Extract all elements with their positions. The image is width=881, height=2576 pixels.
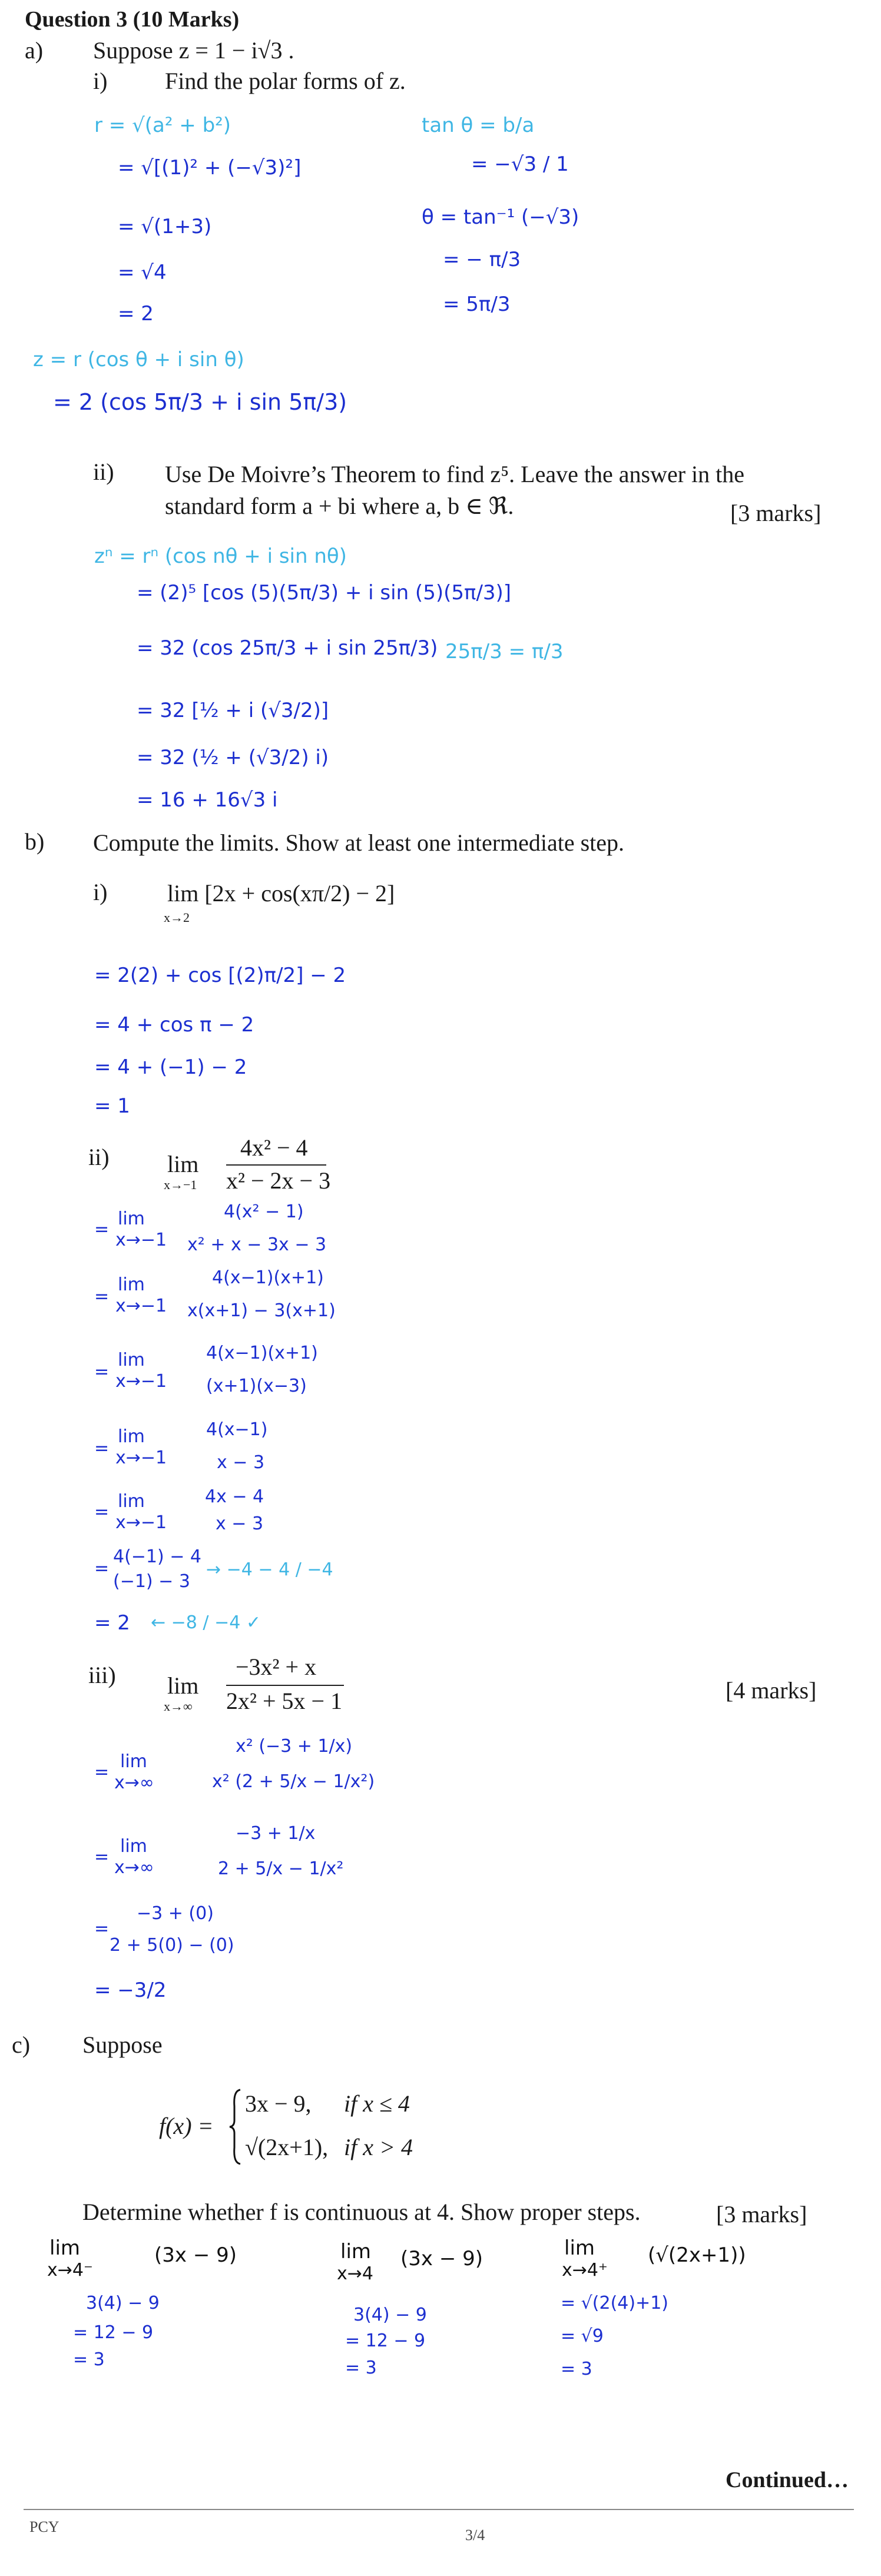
limit-ii-result: = 2 <box>94 1611 130 1635</box>
cont-right-w3: = 3 <box>561 2359 592 2379</box>
limit-ii-sub-eq: = <box>94 1558 110 1579</box>
polar-formula: z = r (cos θ + i sin θ) <box>33 348 244 371</box>
part-b-label: b) <box>25 828 45 855</box>
demoivre-note: 25π/3 = π/3 <box>445 640 564 663</box>
limit-ii-w1-lim: lim <box>118 1209 145 1229</box>
part-a-ii-marks: [3 marks] <box>730 500 822 526</box>
piecewise-case-2: √(2x+1), <box>245 2134 329 2160</box>
limit-ii-numerator: 4x² − 4 <box>240 1134 308 1161</box>
cont-left-w3: = 3 <box>73 2349 105 2370</box>
limit-iii-denominator: 2x² + 5x − 1 <box>226 1688 343 1714</box>
demoivre-result: = 16 + 16√3 i <box>137 788 278 812</box>
part-a-ii-text-1: Use De Moivre’s Theorem to find z⁵. Leave the answer in the <box>165 461 745 487</box>
demoivre-step4: = 32 (½ + (√3/2) i) <box>137 746 329 769</box>
limit-ii-sub-num: 4(−1) − 4 <box>113 1546 202 1567</box>
limit-ii-lim: lim <box>167 1151 199 1177</box>
part-b-marks: [4 marks] <box>726 1677 817 1704</box>
limit-ii-w5-eq: = <box>94 1502 110 1522</box>
polar-answer: = 2 (cos 5π/3 + i sin 5π/3) <box>53 389 347 415</box>
limit-i-step2: = 4 + cos π − 2 <box>94 1013 254 1037</box>
piecewise-cond-2: if x > 4 <box>344 2134 413 2160</box>
limit-ii-w5-num: 4x − 4 <box>205 1486 264 1507</box>
work-theta-result: = 5π/3 <box>443 293 511 316</box>
limit-iii-lim: lim <box>167 1672 199 1699</box>
limit-iii-w1-sub: x→∞ <box>114 1772 154 1793</box>
limit-ii-note-2: ← −8 / −4 ✓ <box>151 1612 261 1633</box>
limit-ii-w3-sub: x→−1 <box>115 1371 167 1392</box>
limit-iii-sub-eq: = <box>94 1918 110 1939</box>
limit-iii-fraction-bar <box>226 1685 344 1686</box>
limit-iii-numerator: −3x² + x <box>236 1654 317 1680</box>
limit-ii-fraction-bar <box>226 1164 326 1166</box>
limit-iii-w1-den: x² (2 + 5/x − 1/x²) <box>212 1771 375 1792</box>
piecewise-cond-1: if x ≤ 4 <box>344 2090 410 2117</box>
cont-mid-sub: x→4 <box>337 2263 373 2284</box>
part-a-ii-num: ii) <box>93 459 114 485</box>
page-number: 3/4 <box>465 2527 485 2544</box>
limit-ii-w5-lim: lim <box>118 1491 145 1512</box>
cont-right-sub: x→4⁺ <box>562 2260 608 2280</box>
limit-i-step1: = 2(2) + cos [(2)π/2] − 2 <box>94 964 346 987</box>
limit-ii-w4-num: 4(x−1) <box>206 1419 268 1440</box>
limit-ii-note-1: → −4 − 4 / −4 <box>206 1559 333 1580</box>
part-a-i-text: Find the polar forms of z. <box>165 68 406 94</box>
part-b-i-num: i) <box>93 879 108 905</box>
cont-left-lim: lim <box>49 2236 81 2260</box>
cont-right-w2: = √9 <box>561 2326 604 2346</box>
part-a-ii-text-2: standard form a + bi where a, b ∈ ℜ. <box>165 493 514 519</box>
cont-mid-w2: = 12 − 9 <box>345 2331 426 2351</box>
cont-mid-w1: 3(4) − 9 <box>353 2305 427 2325</box>
limit-ii-sub: x→−1 <box>164 1177 197 1192</box>
limit-iii-sub: x→∞ <box>164 1699 193 1714</box>
cont-right-w1: = √(2(4)+1) <box>561 2293 669 2313</box>
part-c-intro: Suppose <box>82 2031 163 2058</box>
footer-initials: PCY <box>29 2518 59 2535</box>
limit-ii-w2-num: 4(x−1)(x+1) <box>212 1267 324 1288</box>
piecewise-brace <box>228 2089 243 2165</box>
limit-ii-denominator: x² − 2x − 3 <box>226 1167 331 1194</box>
work-tan-step1: = −√3 / 1 <box>471 152 569 176</box>
part-b-iii-num: iii) <box>88 1662 116 1688</box>
limit-ii-w3-eq: = <box>94 1362 110 1382</box>
demoivre-formula: zⁿ = rⁿ (cos nθ + i sin nθ) <box>94 545 347 568</box>
limit-ii-w5-sub: x→−1 <box>115 1512 167 1533</box>
work-theta-step1: = − π/3 <box>443 248 521 271</box>
limit-iii-sub-den: 2 + 5(0) − (0) <box>110 1935 234 1956</box>
limit-ii-w4-den: x − 3 <box>217 1452 265 1473</box>
work-r-formula: r = √(a² + b²) <box>94 114 231 137</box>
limit-ii-w4-lim: lim <box>118 1426 145 1447</box>
limit-ii-w2-lim: lim <box>118 1274 145 1295</box>
part-c-label: c) <box>12 2031 31 2058</box>
work-r-step2: = √(1+3) <box>118 215 212 238</box>
piecewise-f: f(x) = <box>159 2113 214 2139</box>
cont-mid-w3: = 3 <box>345 2358 377 2378</box>
limit-iii-w1-lim: lim <box>120 1751 147 1772</box>
limit-ii-w3-den: (x+1)(x−3) <box>206 1376 307 1396</box>
part-b-intro: Compute the limits. Show at least one intermediate step. <box>93 829 625 856</box>
limit-iii-w2-den: 2 + 5/x − 1/x² <box>218 1858 344 1879</box>
cont-right-expr: (√(2x+1)) <box>648 2243 746 2267</box>
work-r-step3: = √4 <box>118 261 167 284</box>
cont-left-sub: x→4⁻ <box>47 2260 93 2280</box>
limit-iii-w2-sub: x→∞ <box>114 1857 154 1878</box>
limit-ii-w3-lim: lim <box>118 1350 145 1370</box>
part-c-marks: [3 marks] <box>716 2201 807 2228</box>
limit-iii-sub-num: −3 + (0) <box>137 1903 214 1924</box>
part-a-i-num: i) <box>93 68 108 94</box>
limit-ii-w4-sub: x→−1 <box>115 1448 167 1468</box>
cont-mid-expr: (3x − 9) <box>400 2247 483 2270</box>
work-r-result: = 2 <box>118 302 154 326</box>
limit-ii-w2-den: x(x+1) − 3(x+1) <box>187 1300 336 1321</box>
limit-i-sub: x→2 <box>164 910 190 925</box>
part-a-intro: Suppose z = 1 − i√3 . <box>93 37 294 64</box>
cont-right-lim: lim <box>564 2236 595 2260</box>
limit-ii-w2-sub: x→−1 <box>115 1296 167 1316</box>
work-tan-formula: tan θ = b/a <box>422 114 535 137</box>
limit-iii-result: = −3/2 <box>94 1979 167 2002</box>
continued-label: Continued… <box>726 2468 849 2492</box>
cont-left-expr: (3x − 9) <box>154 2243 237 2267</box>
question-title: Question 3 (10 Marks) <box>25 7 240 32</box>
work-theta: θ = tan⁻¹ (−√3) <box>422 205 579 229</box>
limit-iii-w2-lim: lim <box>120 1836 147 1857</box>
cont-left-w1: 3(4) − 9 <box>86 2293 160 2313</box>
part-b-ii-num: ii) <box>88 1144 110 1170</box>
demoivre-step1: = (2)⁵ [cos (5)(5π/3) + i sin (5)(5π/3)] <box>137 581 512 605</box>
limit-ii-w5-den: x − 3 <box>216 1513 264 1534</box>
piecewise-case-1: 3x − 9, <box>245 2090 312 2117</box>
limit-iii-w2-eq: = <box>94 1847 110 1867</box>
part-c-question: Determine whether f is continuous at 4. Show proper steps. <box>82 2199 641 2225</box>
limit-i-expr: lim [2x + cos(xπ/2) − 2] <box>167 880 395 907</box>
limit-ii-w4-eq: = <box>94 1438 110 1459</box>
limit-ii-w2-eq: = <box>94 1286 110 1307</box>
limit-ii-w1-num: 4(x² − 1) <box>224 1201 304 1222</box>
limit-i-result: = 1 <box>94 1094 130 1118</box>
footer-divider <box>24 2509 854 2510</box>
limit-ii-w3-num: 4(x−1)(x+1) <box>206 1343 318 1363</box>
limit-ii-w1-den: x² + x − 3x − 3 <box>187 1234 327 1255</box>
limit-ii-sub-den: (−1) − 3 <box>113 1571 190 1592</box>
cont-left-w2: = 12 − 9 <box>73 2322 154 2343</box>
limit-ii-w1-sub: x→−1 <box>115 1230 167 1250</box>
demoivre-step2: = 32 (cos 25π/3 + i sin 25π/3) <box>137 636 438 660</box>
limit-iii-w1-eq: = <box>94 1762 110 1782</box>
demoivre-step3: = 32 [½ + i (√3/2)] <box>137 699 329 722</box>
cont-mid-lim: lim <box>340 2240 372 2263</box>
limit-iii-w1-num: x² (−3 + 1/x) <box>236 1736 353 1757</box>
work-r-step1: = √[(1)² + (−√3)²] <box>118 156 302 180</box>
limit-ii-w1-eq: = <box>94 1219 110 1240</box>
limit-i-step3: = 4 + (−1) − 2 <box>94 1055 247 1079</box>
part-a-label: a) <box>25 37 44 64</box>
limit-iii-w2-num: −3 + 1/x <box>236 1823 316 1844</box>
